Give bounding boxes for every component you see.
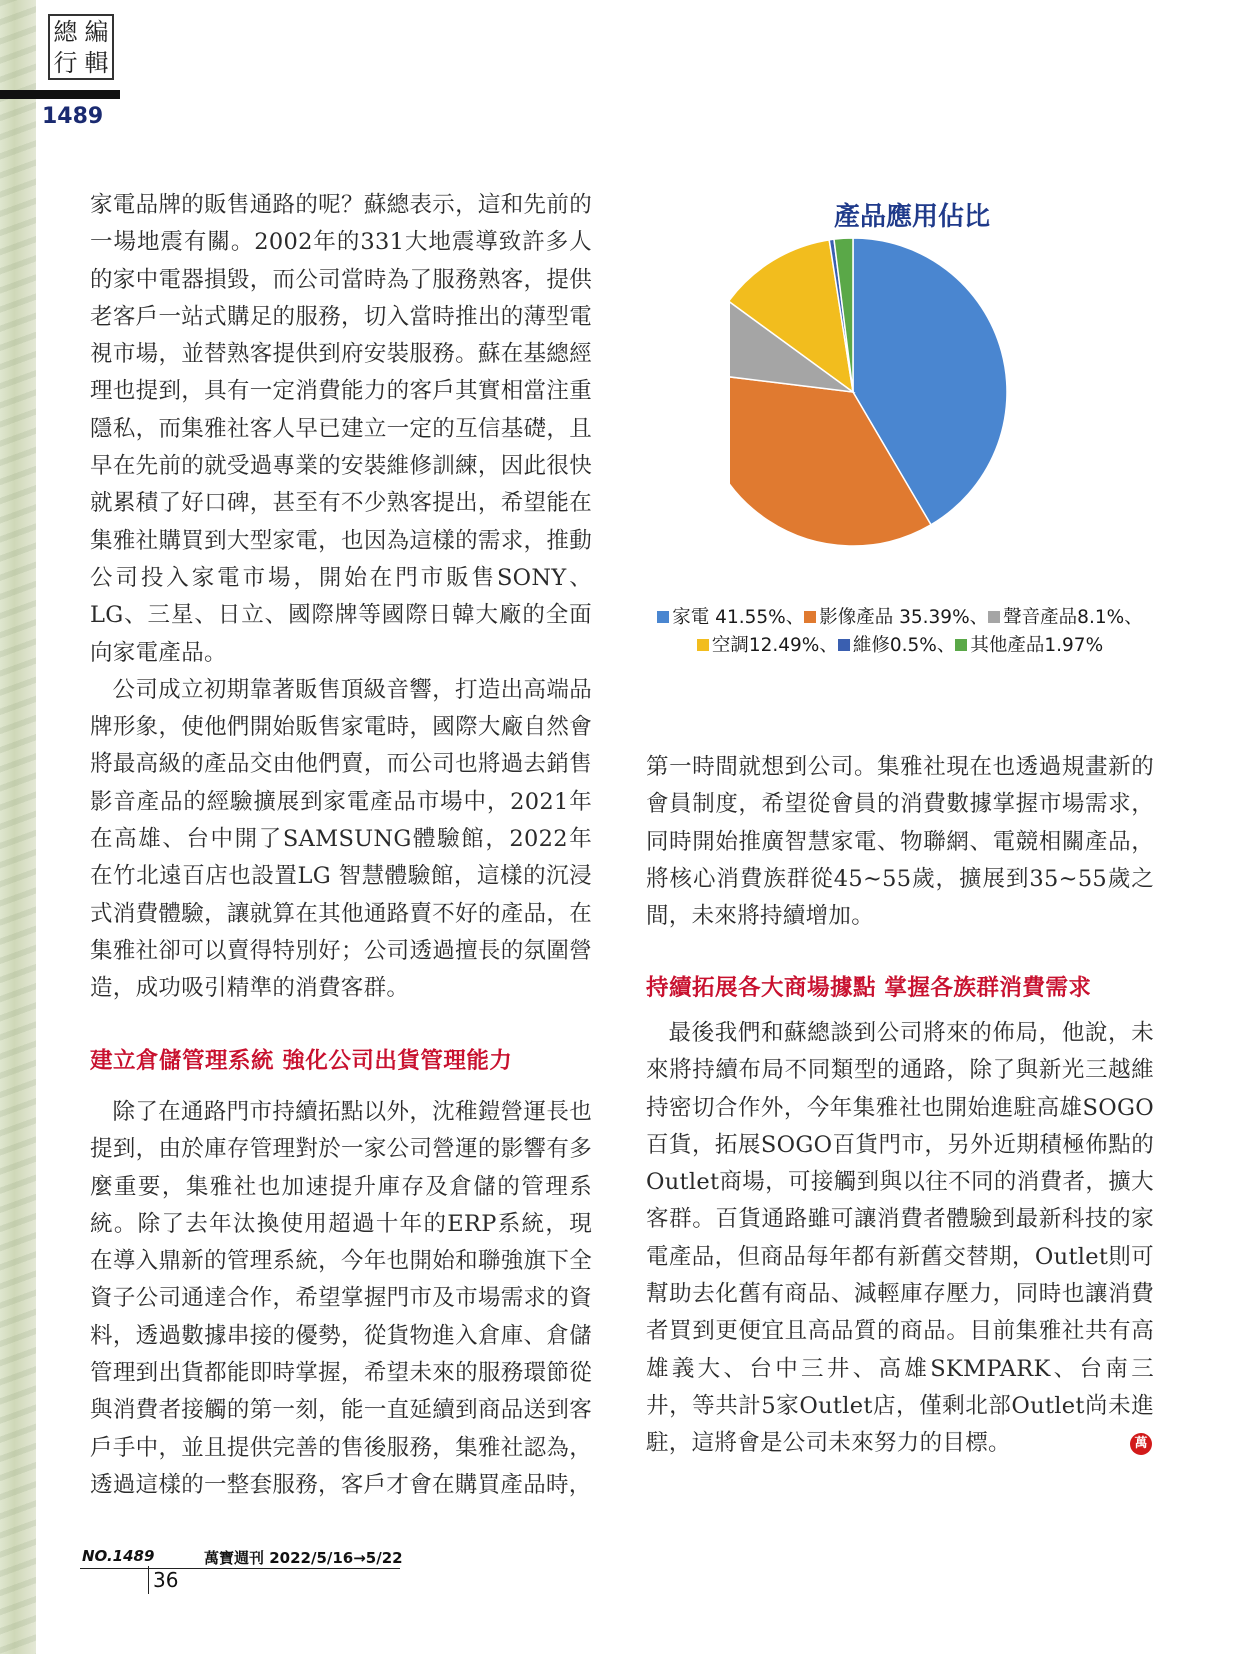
legend-swatch — [988, 611, 1000, 623]
legend-item: 家電 41.55%、 — [657, 607, 804, 628]
paragraph: 最後我們和蘇總談到公司將來的佈局，他說，未來將持續布局不同類型的通路，除了與新光三越維持密切合作外，今年集雅社也開始進駐高雄SOGO百貨，拓展SOGO百貨門市，另外近期積極佈點的Outlet商場，可接觸到與以往不同的消費者，擴大客群。百貨通路雖可讓消費者體驗到最新科技的家電產品，但商品每年都有新舊交替期，Outlet則可幫助去化舊有商品、減輕庫存壓力，同時也讓消費者買到更便宜且高品質的商品。目前集雅社共有高雄義大、台中三井、高雄SKMPARK、台南三井，等共計5家Outlet店，僅剩北部Outlet尚未進駐，這將會是公司未來努力的目標。 — [646, 1020, 1154, 1457]
footer-rule — [80, 1568, 400, 1569]
section-heading-left: 建立倉儲管理系統 強化公司出貨管理能力 — [90, 1048, 513, 1074]
paragraph: 家電品牌的販售通路的呢？蘇總表示，這和先前的一場地震有關。2002年的331大地震導致許多人的家中電器損毀，而公司當時為了服務熟客，提供老客戶一站式購足的服務，切入當時推出的薄型電視市場，並替熟客提供到府安裝服務。蘇在基總經理也提到，具有一定消費能力的客戶其實相當注重隱私，而集雅社客人早已建立一定的互信基礎，且早在先前的就受過專業的安裝維修訓練，因此很快就累積了好口碑，甚至有不少熟客提出，希望能在集雅社購買到大型家電，也因為這樣的需求，推動公司投入家電市場，開始在門市販售SONY、LG、三星、日立、國際牌等國際日韓大廠的全面向家電產品。 — [90, 192, 592, 666]
header-rule — [0, 90, 120, 99]
legend-label: 影像產品 35.39% — [819, 607, 970, 628]
legend-swatch — [838, 639, 850, 651]
legend-item — [955, 635, 1103, 656]
legend-label: 維修0.5% — [852, 635, 937, 656]
issue-number: 1489 — [42, 104, 104, 129]
paragraph: 除了在通路門市持續拓點以外，沈稚鎧營運長也提到，由於庫存管理對於一家公司營運的影響有多麼重要，集雅社也加速提升庫存及倉儲的管理系統。除了去年汰換使用超過十年的ERP系統，現在導入鼎新的管理系統，今年也開始和聯強旗下全資子公司通達合作，希望掌握門市及市場需求的資料，透過數據串接的優勢，從貨物進入倉庫、倉儲管理到出貨都能即時掌握，希望未來的服務環節從與消費者接觸的第一刻，能一直延續到商品送到客戶手中，並且提供完善的售後服務，集雅社認為，透過這樣的一整套服務，客戶才會在購買產品時， — [90, 1099, 592, 1498]
page-number: 36 — [148, 1566, 182, 1594]
editorial-logo — [48, 14, 114, 80]
section-heading-right: 持續拓展各大商場據點 掌握各族群消費需求 — [646, 975, 1092, 1001]
paragraph: 公司成立初期靠著販售頂級音響，打造出高端品牌形象，使他們開始販售家電時，國際大廠自然會將最高級的產品交由他們賣，而公司也將過去銷售影音產品的經驗擴展到家電產品市場中，2021年在高雄、台中開了SAMSUNG體驗館，2022年在竹北遠百店也設置LG 智慧體驗館，這樣的沉浸式消費體驗，讓就算在其他通路賣不好的產品，在集雅社卻可以賣得特別好；公司透過擅長的氛圍營造，成功吸引精準的消費客群。 — [90, 676, 592, 1002]
legend-swatch — [657, 611, 669, 623]
legend-item: 聲音產品8.1%、 — [988, 607, 1143, 628]
legend-swatch — [955, 639, 967, 651]
article-left-column-top — [90, 187, 592, 1008]
logo-char-1: 總 — [53, 17, 78, 46]
legend-label: 空調12.49% — [711, 635, 820, 656]
legend-swatch — [804, 611, 816, 623]
logo-char-3: 行 — [53, 48, 78, 77]
chart-title: 產品應用佔比 — [833, 202, 990, 232]
footer-issue: NO.1489 — [82, 1547, 155, 1565]
logo-char-2: 輯 — [84, 48, 109, 77]
legend-item: 影像產品 35.39%、 — [804, 607, 988, 628]
article-right-column-bottom — [646, 1015, 1154, 1463]
pie-chart — [730, 238, 1040, 548]
chart-legend — [640, 604, 1160, 660]
legend-label: 家電 41.55% — [672, 607, 786, 628]
paragraph: 第一時間就想到公司。集雅社現在也透過規畫新的會員制度，希望從會員的消費數據掌握市場需求，同時開始推廣智慧家電、物聯網、電競相關產品，將核心消費族群從45~55歲，擴展到35~55歲之間，未來將持續增加。 — [646, 754, 1154, 930]
legend-item: 空調12.49%、 — [697, 635, 838, 656]
legend-label: 其他產品1.97% — [970, 635, 1104, 656]
legend-swatch — [697, 639, 709, 651]
footer-magazine: 萬寶週刊 2022/5/16→5/22 — [204, 1549, 403, 1567]
legend-label: 聲音產品8.1% — [1003, 607, 1125, 628]
article-right-column-top — [646, 749, 1154, 935]
decorative-side-strip — [0, 0, 36, 1654]
article-end-icon: 萬 — [1130, 1433, 1152, 1455]
logo-char-0: 編 — [84, 17, 109, 46]
legend-item: 維修0.5%、 — [838, 635, 956, 656]
article-left-column-bottom — [90, 1094, 592, 1504]
